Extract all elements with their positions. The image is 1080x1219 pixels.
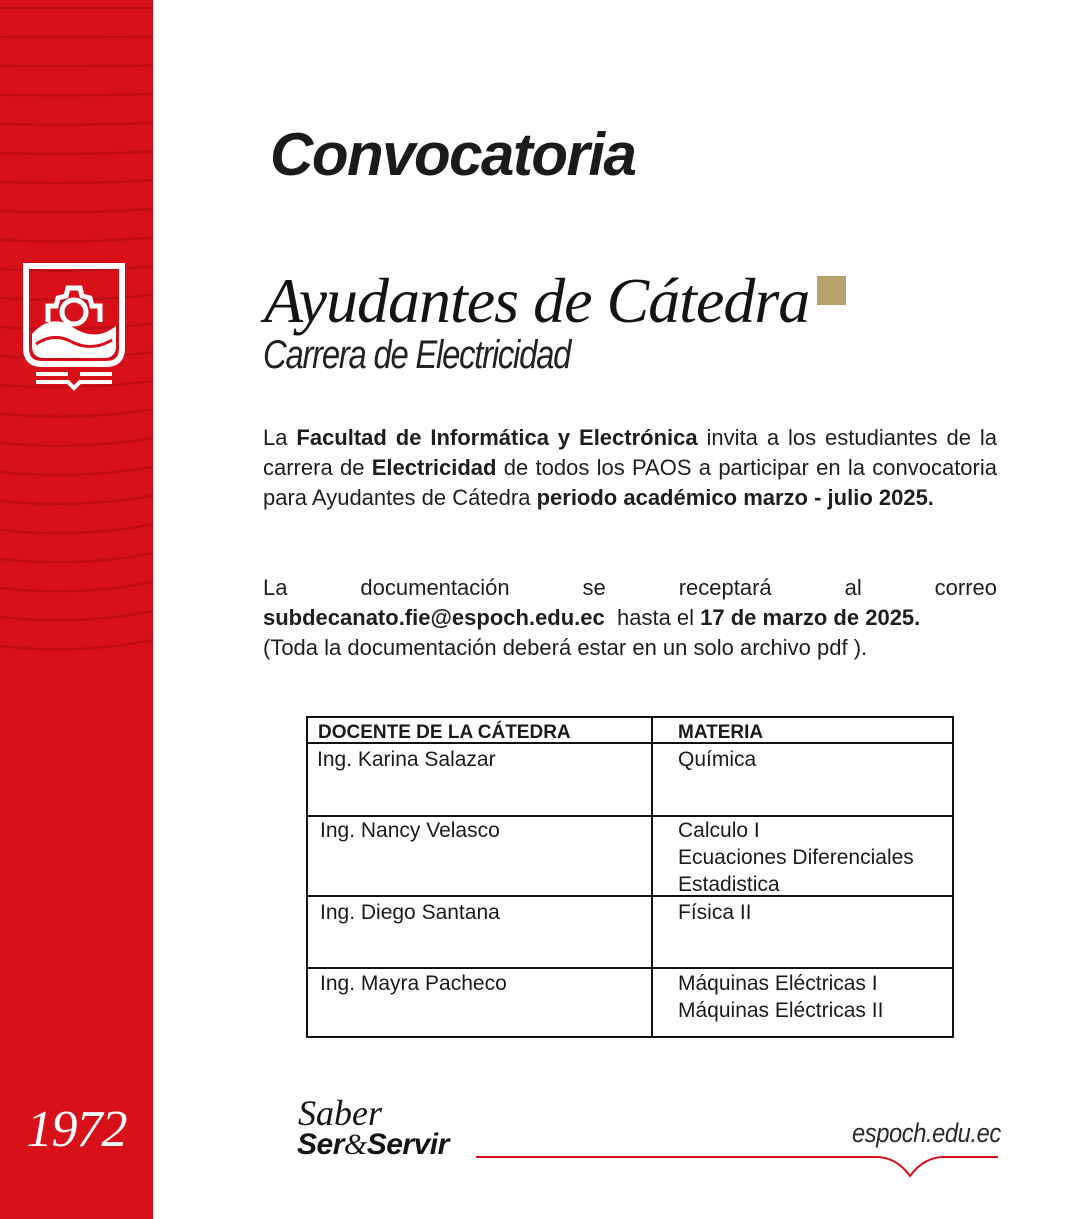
deadline-date: 17 de marzo de 2025. [700, 605, 921, 630]
contact-email[interactable]: subdecanato.fie@espoch.edu.ec [263, 605, 605, 630]
header-materia: MATERIA [678, 722, 764, 743]
table-row-materia: Química [678, 748, 757, 771]
column-divider [651, 718, 653, 1036]
website-url[interactable]: espoch.edu.ec [852, 1118, 1001, 1148]
espoch-shield-logo [22, 262, 126, 392]
slogan-ser-servir: Ser&Servir [297, 1128, 449, 1161]
header-docente: DOCENTE DE LA CÁTEDRA [318, 722, 571, 743]
table-row-docente: Ing. Diego Santana [320, 901, 500, 924]
footer-book-line [476, 1150, 1000, 1184]
table-row-materia: Física II [678, 901, 752, 924]
row-divider [308, 967, 952, 969]
gold-accent-square [817, 276, 846, 305]
page-title: Convocatoria [270, 121, 636, 188]
program-name: Carrera de Electricidad [263, 333, 571, 377]
table-row-materia: Máquinas Eléctricas I Máquinas Eléctricas II [678, 972, 884, 1022]
table-row-materia: Calculo I Ecuaciones Diferenciales Estadistica [678, 819, 914, 896]
table-row-docente: Ing. Nancy Velasco [320, 819, 500, 842]
slogan-saber: Saber [298, 1093, 382, 1133]
table-row-docente: Ing. Mayra Pacheco [320, 972, 507, 995]
submission-paragraph: La documentación se receptará al correo subdecanato.fie@espoch.edu.ec hasta el 17 de marzo de 2025. (Toda la documentación deberá estar en un solo archivo pdf ). [263, 573, 997, 663]
side-band [0, 0, 153, 1219]
invitation-paragraph: La Facultad de Informática y Electrónica invita a los estudiantes de la carrera de Electricidad de todos los PAOS a participar en la convocatoria para Ayudantes de Cátedra periodo académico marzo - julio 2025. [263, 425, 997, 510]
table-row-docente: Ing. Karina Salazar [317, 748, 496, 771]
founding-year: 1972 [26, 1101, 127, 1158]
pdf-note: (Toda la documentación deberá estar en un solo archivo pdf ). [263, 635, 868, 660]
teachers-table [306, 716, 954, 1038]
book-pages-pattern [0, 0, 153, 1219]
subtitle: Ayudantes de Cátedra [264, 265, 810, 336]
